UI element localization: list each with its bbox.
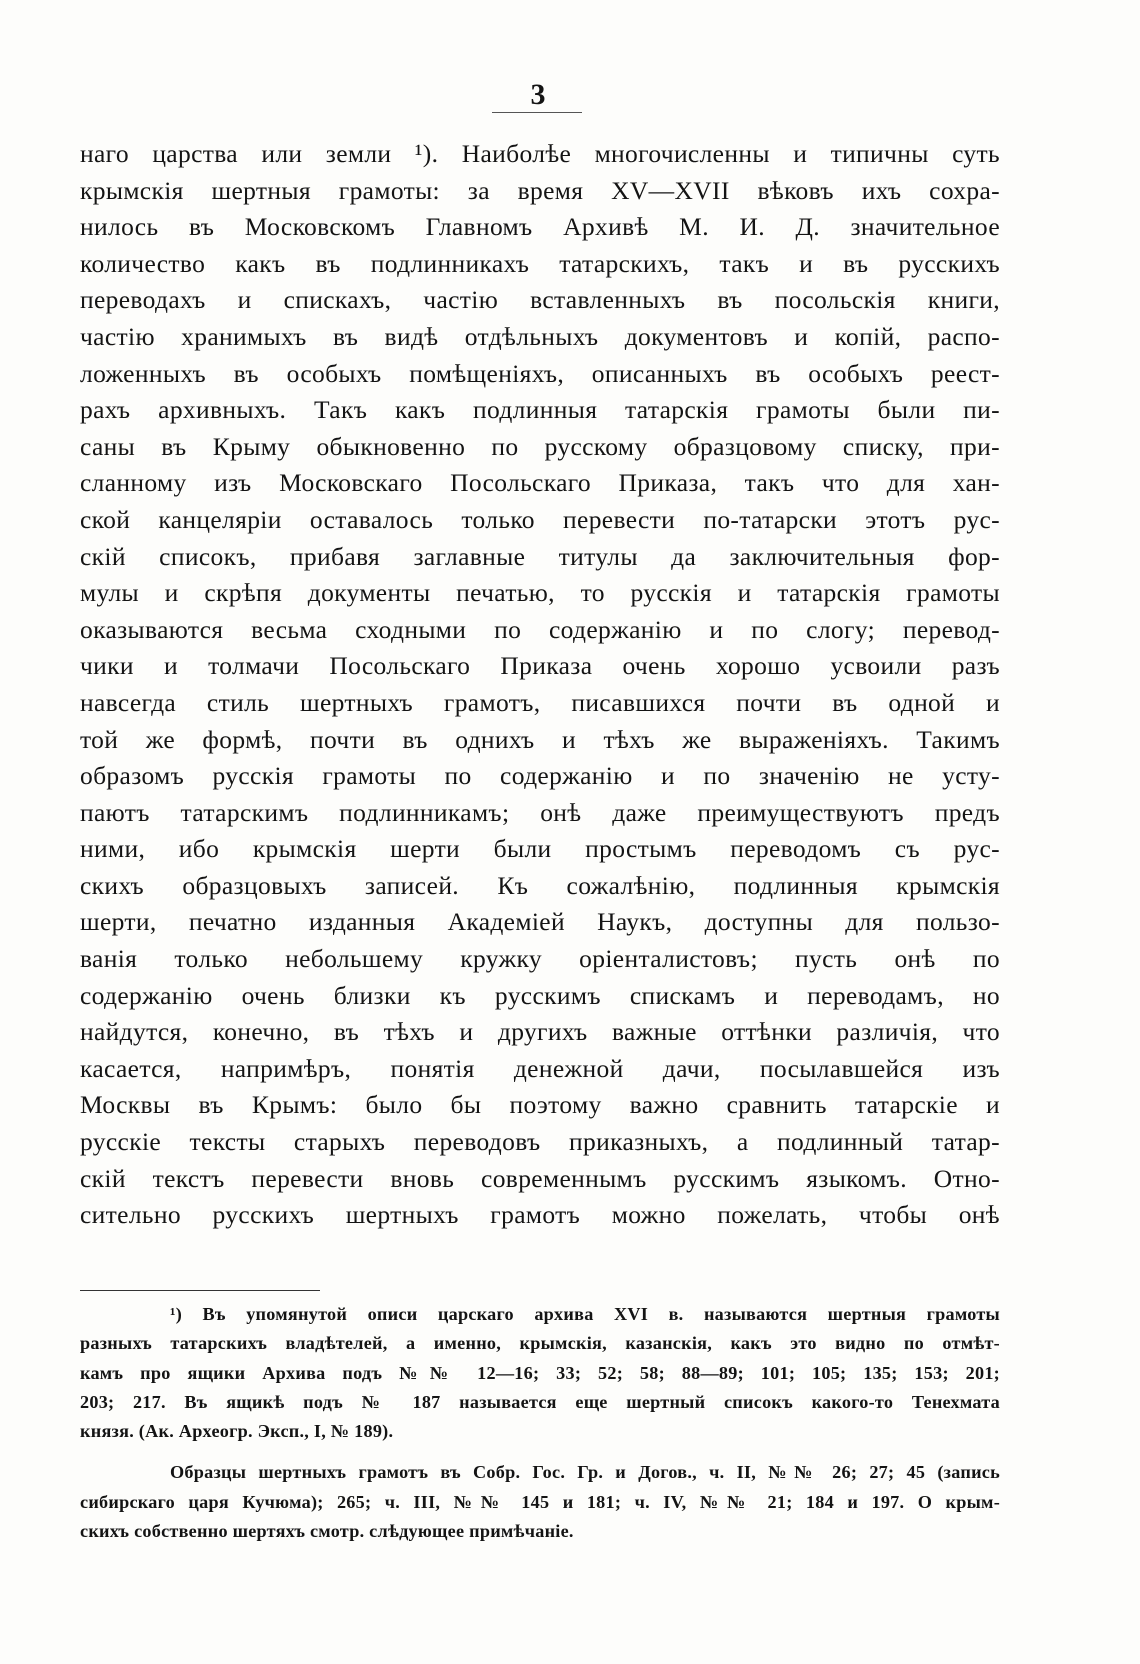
footnote-line: ¹) Въ упомянутой описи царскаго архива XVI в. называются шертныя грамоты [170,1304,1000,1324]
footnote-line: Образцы шертныхъ грамотъ въ Собр. Гос. Гр. и Догов., ч. II, №№ 26; 27; 45 (запись [170,1462,1000,1483]
page-number-underline [492,112,582,113]
footnote-separator [80,1290,320,1291]
text-line: ними, ибо крымскія шерти были простымъ переводомъ съ рус- [80,834,1000,864]
text-line: мулы и скрѣпя документы печатью, то русскія и татарскія грамоты [80,578,1000,608]
text-line: шерти, печатно изданныя Академіей Наукъ, доступны для пользо- [80,907,1000,937]
text-line: рахъ архивныхъ. Такъ какъ подлинныя татарскія грамоты были пи- [80,395,1000,425]
page-number: 3 [530,78,546,111]
footnote-line: сибирскаго царя Кучюма); 265; ч. III, №№ 145 и 181; ч. IV, №№ 21; 184 и 197. О крым- [80,1491,1000,1512]
text-line: количество какъ въ подлинникахъ татарскихъ, такъ и въ русскихъ [80,248,1000,278]
text-line: той же формѣ, почти въ однихъ и тѣхъ же выраженіяхъ. Такимъ [80,724,1000,754]
text-line: ванія только небольшему кружку оріенталистовъ; пусть онѣ по [80,944,1000,974]
text-line: скій текстъ перевести вновь современнымъ русскимъ языкомъ. Отно- [80,1163,1000,1193]
footnotes [80,1300,1000,1546]
footnote-line: князя. (Ак. Археогр. Эксп., I, № 189). [80,1421,394,1442]
text-line: чики и толмачи Посольскаго Приказа очень хорошо усвоили разъ [80,651,1000,681]
main-text [80,136,1000,1234]
text-line: содержанію очень близки къ русскимъ спискамъ и переводамъ, но [80,980,1000,1010]
text-line: паютъ татарскимъ подлинникамъ; онѣ даже преимуществуютъ предъ [80,797,1000,827]
footnote-line: 203; 217. Въ ящикѣ подъ № 187 называется еще шертный списокъ какого-то Тенехмата [80,1391,1000,1412]
text-line: крымскія шертныя грамоты: за время XV—XVII вѣковъ ихъ сохра- [80,175,1000,205]
text-line: частію хранимыхъ въ видѣ отдѣльныхъ документовъ и копій, распо- [80,321,1000,351]
text-line: переводахъ и спискахъ, частію вставленныхъ въ посольскія книги, [80,285,1000,315]
text-line: скій списокъ, прибавя заглавные титулы да заключительныя фор- [80,541,1000,571]
text-line: оказываются весьма сходными по содержанію и по слогу; перевод- [80,614,1000,644]
text-line: саны въ Крыму обыкновенно по русскому образцовому списку, при- [80,431,1000,461]
footnote-gap [80,1446,1000,1458]
text-line: сительно русскихъ шертныхъ грамотъ можно пожелать, чтобы онѣ [80,1200,1000,1230]
text-line: касается, напримѣръ, понятія денежной дачи, посылавшейся изъ [80,1053,1000,1083]
text-line: скихъ образцовыхъ записей. Къ сожалѣнію, подлинныя крымскія [80,870,1000,900]
text-line: наго царства или земли ¹). Наиболѣе многочисленны и типичны суть [80,139,1000,168]
text-line: нилось въ Московскомъ Главномъ Архивѣ М. И. Д. значительное [80,212,1000,242]
text-line: ской канцеляріи оставалось только перевести по-татарски этотъ рус- [80,504,1000,534]
text-line: навсегда стиль шертныхъ грамотъ, писавшихся почти въ одной и [80,687,1000,717]
footnote-line: камъ про ящики Архива подъ №№ 12—16; 33; 52; 58; 88—89; 101; 105; 135; 153; 201; [80,1362,1000,1383]
text-line: Москвы въ Крымъ: было бы поэтому важно сравнить татарскіе и [80,1090,1000,1120]
footnote-line: разныхъ татарскихъ владѣтелей, а именно, крымскія, казанскія, какъ это видно по отмѣт- [80,1333,1000,1354]
text-line: найдутся, конечно, въ тѣхъ и другихъ важные оттѣнки различія, что [80,1017,1000,1047]
text-line: ложенныхъ въ особыхъ помѣщеніяхъ, описанныхъ въ особыхъ реест- [80,358,1000,388]
footnote-line: скихъ собственно шертяхъ смотр. слѣдующее примѣчаніе. [80,1521,574,1542]
text-line: русскіе тексты старыхъ переводовъ приказныхъ, а подлинный татар- [80,1127,1000,1157]
text-line: образомъ русскія грамоты по содержанію и по значенію не усту- [80,761,1000,791]
text-line: сланному изъ Московскаго Посольскаго Приказа, такъ что для хан- [80,468,1000,498]
